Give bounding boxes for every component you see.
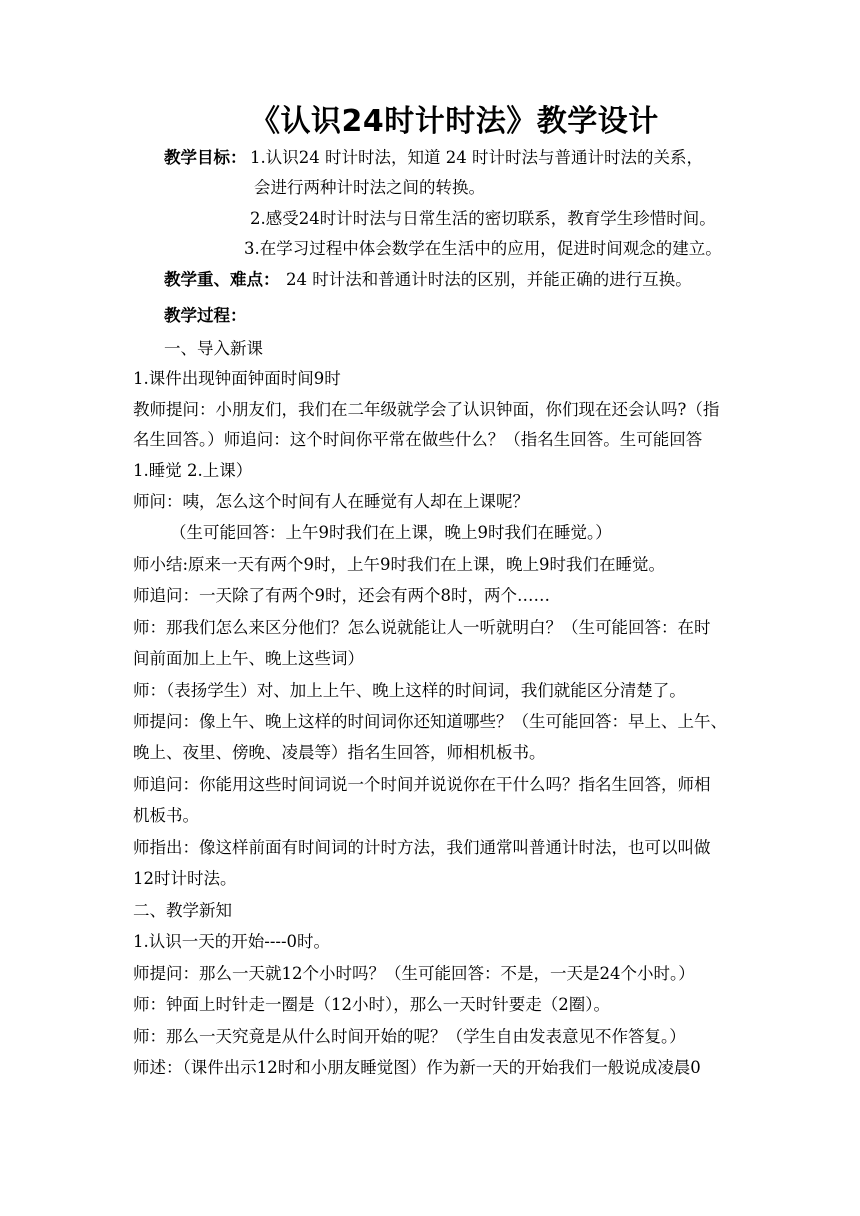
paragraph-line: 师小结:原来一天有两个9时，上午9时我们在上课，晚上9时我们在睡觉。	[133, 555, 666, 574]
key-points-label: 教学重、难点：	[164, 270, 280, 289]
paragraph-line: （生可能回答：上午9时我们在上课，晚上9时我们在睡觉。）	[170, 523, 612, 542]
section-heading-1: 一、导入新课	[164, 339, 263, 358]
paragraph-line: 师提问：像上午、晚上这样的时间词你还知道哪些？（生可能回答：早上、上午、	[133, 712, 727, 731]
key-points-text: 24 时计法和普通计时法的区别，并能正确的进行互换。	[286, 270, 692, 289]
paragraph-line: 机板书。	[133, 806, 199, 825]
paragraph-line: 师：钟面上时针走一圈是（12小时），那么一天时针要走（2圈）。	[133, 995, 610, 1014]
paragraph-line: 师：那我们怎么来区分他们？怎么说就能让人一听就明白？（生可能回答：在时	[133, 618, 711, 637]
paragraph-line: 师述：（课件出示12时和小朋友睡觉图）作为新一天的开始我们一般说成凌晨0	[133, 1058, 701, 1077]
paragraph-line: 间前面加上上午、晚上这些词）	[133, 649, 364, 668]
paragraph-line: 师提问：那么一天就12个小时吗？（生可能回答：不是，一天是24个小时。）	[133, 964, 695, 983]
goal-item-1b: 会进行两种计时法之间的转换。	[254, 178, 485, 197]
paragraph-line: 师问：咦，怎么这个时间有人在睡觉有人却在上课呢？	[133, 492, 529, 511]
paragraph-line: 师追问：一天除了有两个9时，还会有两个8时，两个……	[133, 586, 550, 605]
paragraph-line: 师指出：像这样前面有时间词的计时方法，我们通常叫普通计时法，也可以叫做	[133, 838, 711, 857]
paragraph-line: 师：（表扬学生）对、加上上午、晚上这样的时间词，我们就能区分清楚了。	[133, 681, 686, 700]
paragraph-line: 12时计时法。	[133, 869, 237, 888]
document-title: 《认识24时计时法》教学设计	[250, 104, 659, 139]
paragraph-line: 1.认识一天的开始----0时。	[133, 932, 331, 951]
paragraph-line: 教师提问：小朋友们，我们在二年级就学会了认识钟面，你们现在还会认吗?（指	[133, 400, 720, 419]
paragraph-line: 师追问：你能用这些时间词说一个时间并说说你在干什么吗？指名生回答，师相	[133, 775, 711, 794]
section-heading-2: 二、教学新知	[133, 901, 232, 920]
paragraph-line: 名生回答。）师追问：这个时间你平常在做些什么？（指名生回答。生可能回答	[133, 430, 703, 449]
paragraph-line: 1.睡觉 2.上课）	[133, 461, 253, 480]
goal-item-1a: 1.认识24 时计时法，知道 24 时计时法与普通计时法的关系，	[250, 148, 703, 167]
goal-item-2: 2.感受24时计时法与日常生活的密切联系，教育学生珍惜时间。	[250, 209, 716, 228]
paragraph-line: 师：那么一天究竟是从什么时间开始的呢？（学生自由发表意见不作答复。）	[133, 1027, 686, 1046]
goal-item-3: 3.在学习过程中体会数学在生活中的应用，促进时间观念的建立。	[244, 239, 722, 258]
process-label: 教学过程：	[164, 306, 247, 325]
paragraph-line: 1.课件出现钟面钟面时间9时	[133, 369, 341, 388]
paragraph-line: 晚上、夜里、傍晚、凌晨等）指名生回答，师相机板书。	[133, 743, 546, 762]
goals-label: 教学目标：	[164, 148, 247, 167]
